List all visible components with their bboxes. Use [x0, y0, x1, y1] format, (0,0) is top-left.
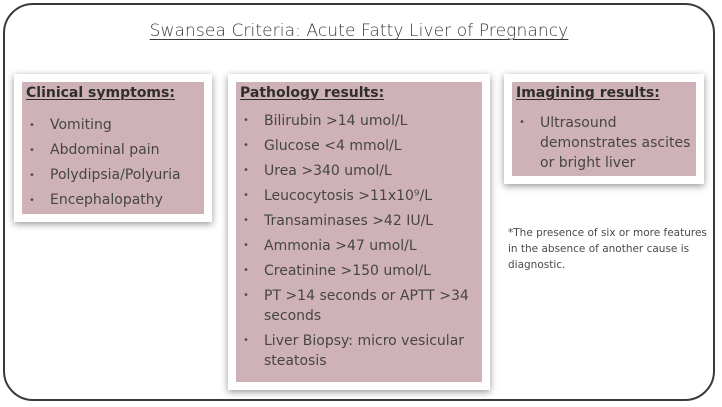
- clinical-symptoms-list: [22, 113, 204, 213]
- imaging-results-box: [504, 74, 704, 184]
- clinical-symptoms-box: [14, 74, 212, 222]
- list-item: • Liver Biopsy: micro vesicular steatosis: [236, 331, 482, 371]
- list-item: • Abdominal pain: [22, 138, 204, 163]
- list-item: • Leucocytosis >11x10⁹/L: [236, 186, 482, 206]
- page-title: Swansea Criteria: Acute Fatty Liver of Pregnancy: [149, 21, 569, 41]
- clinical-symptoms-panel: [22, 82, 204, 214]
- imaging-results-panel: [512, 82, 696, 176]
- pathology-results-box: [228, 74, 490, 390]
- pathology-results-heading: Pathology results:: [240, 85, 385, 101]
- pathology-results-list: [236, 111, 482, 371]
- list-item: • Ultrasound demonstrates ascites or bright liver: [512, 113, 696, 173]
- imaging-results-list: [512, 113, 696, 173]
- pathology-results-panel: [236, 82, 482, 382]
- list-item: • Creatinine >150 umol/L: [236, 261, 482, 281]
- list-item: • Urea >340 umol/L: [236, 161, 482, 181]
- clinical-symptoms-heading: Clinical symptoms:: [26, 85, 175, 101]
- list-item: • PT >14 seconds or APTT >34 seconds: [236, 286, 482, 326]
- list-item: • Ammonia >47 umol/L: [236, 236, 482, 256]
- list-item: • Transaminases >42 IU/L: [236, 211, 482, 231]
- diagnostic-footnote: *The presence of six or more features in the absence of another cause is diagnostic.: [508, 227, 707, 271]
- list-item: • Encephalopathy: [22, 188, 204, 213]
- list-item: • Glucose <4 mmol/L: [236, 136, 482, 156]
- list-item: • Bilirubin >14 umol/L: [236, 111, 482, 131]
- list-item: • Vomiting: [22, 113, 204, 138]
- list-item: • Polydipsia/Polyuria: [22, 163, 204, 188]
- imaging-results-heading: Imagining results:: [516, 85, 660, 101]
